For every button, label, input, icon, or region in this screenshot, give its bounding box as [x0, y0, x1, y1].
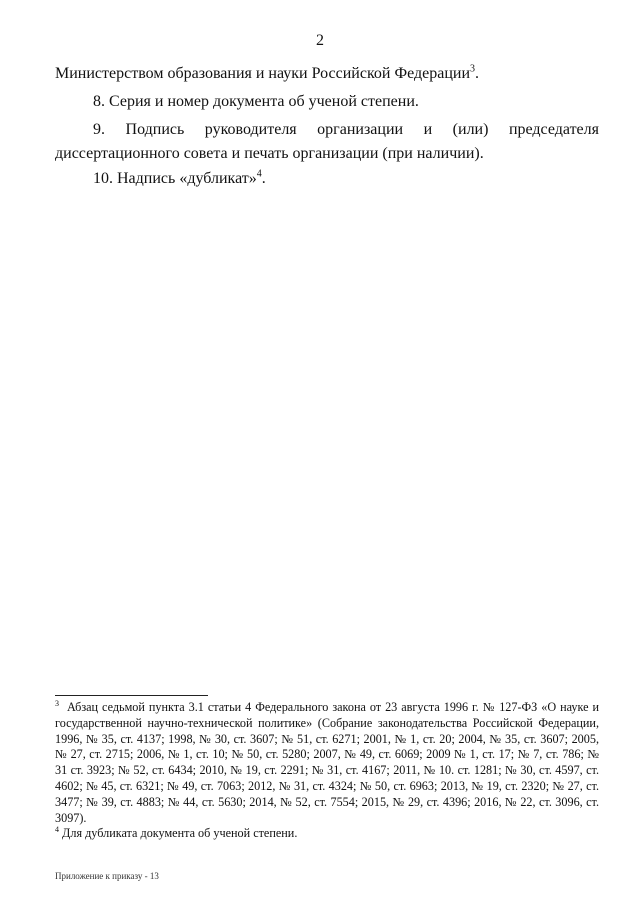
- paragraph-item-9: [55, 120, 599, 164]
- footnote-3-number: 3: [55, 698, 59, 708]
- footnote-3: [55, 700, 599, 826]
- footnote-3-text: Абзац седьмой пункта 3.1 статьи 4 Федерального закона от 23 августа 1996 г. № 127-ФЗ «О науке и государственной научно-технической политике» (Собрание законодательства Российской Федерации, 1996, № 35, ст. 4137; 1998, № 30, ст. 3607; № 51, ст. 6271; 2001, № 1, ст. 20; 2004, № 35, ст. 3607; 2005, № 27, ст. 2715; 2006, № 1, ст. 10; № 50, ст. 5280; 2007, № 49, ст. 6069; 2009 № 1, ст. 17; № 7, ст. 786; № 31 ст. 3923; № 52, ст. 6434; 2010, № 19, ст. 2291; № 31, ст. 4167; 2011, № 10. ст. 1281; № 30, ст. 4597, ст. 4602; № 45, ст. 6321; № 49, ст. 7063; 2012, № 31, ст. 4324; № 50, ст. 6963; 2013, № 19, ст. 2320; № 27, ст. 3477; № 39, ст. 4883; № 44, ст. 5630; 2014, № 52, ст. 7554; 2015, № 29, ст. 4396; 2016, № 22, ст. 3096, ст. 3097).: [55, 700, 600, 825]
- paragraph-ministry-tail: .: [475, 65, 480, 82]
- paragraph-item-9-line1: 9. Подпись руководителя организации и (или) председателя: [93, 121, 599, 138]
- footnote-ref-4[interactable]: 4: [256, 168, 262, 180]
- footnote-ref-3[interactable]: 3: [470, 63, 476, 75]
- footnote-4-text: Для дубликата документа об ученой степени.: [62, 826, 298, 841]
- paragraph-item-10-text: 10. Надпись «дубликат»: [93, 170, 257, 187]
- paragraph-ministry: [55, 64, 599, 84]
- paragraph-item-10: [55, 169, 599, 189]
- footnote-4-number: 4: [55, 825, 59, 835]
- paragraph-ministry-text: Министерством образования и науки Российской Федерации: [55, 65, 471, 82]
- paragraph-item-8: 8. Серия и номер документа об ученой степени.: [93, 93, 419, 110]
- footnotes-block: [55, 700, 599, 842]
- footnote-4: [55, 826, 599, 842]
- paragraph-item-9-line2: диссертационного совета и печать организации (при наличии).: [55, 145, 484, 162]
- paragraph-item-10-tail: .: [261, 170, 266, 187]
- page-number: 2: [316, 32, 324, 49]
- footnote-separator: [55, 695, 208, 696]
- running-footer: Приложение к приказу - 13: [55, 871, 159, 881]
